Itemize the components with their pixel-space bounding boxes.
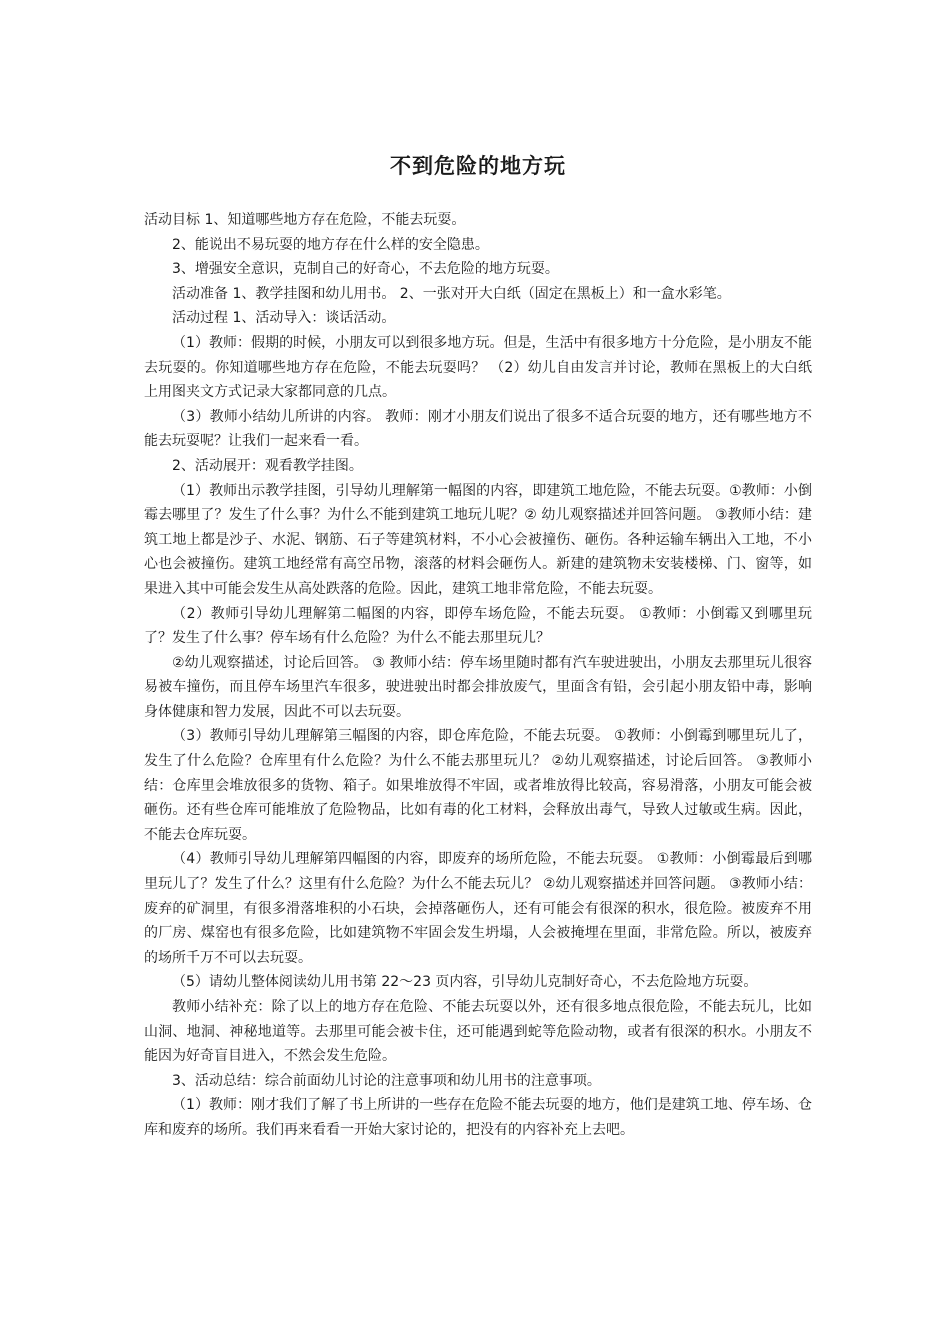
paragraph: （4）教师引导幼儿理解第四幅图的内容，即废弃的场所危险，不能去玩耍。 ①教师：小倒霉最后到哪里玩儿了？发生了什么？这里有什么危险？为什么不能去玩儿？ ②幼儿观察描述并回答问题。 ③教师小结：废弃的矿洞里，有很多滑落堆积的小石块，会掉落砸伤人，还有可能会有很深的积水，很危险。被废弃不用的厂房、煤窑也有很多危险，比如建筑物不牢固会发生坍塌，人会被掩埋在里面，非常危险。所以，被废弃的场所千万不可以去玩耍。 (144, 851, 812, 966)
paragraph: （5）请幼儿整体阅读幼儿用书第 22～23 页内容，引导幼儿克制好奇心，不去危险地方玩耍。 (172, 974, 758, 991)
paragraph: （3）教师小结幼儿所讲的内容。 教师：刚才小朋友们说出了很多不适合玩耍的地方，还有哪些地方不能去玩耍呢？让我们一起来看一看。 (144, 408, 812, 450)
paragraph: 活动过程 1、活动导入：谈话活动。 (172, 310, 396, 327)
document-body (144, 208, 812, 1143)
paragraph: 3、活动总结：综合前面幼儿讨论的注意事项和幼儿用书的注意事项。 (172, 1072, 601, 1089)
paragraph: （1）教师：刚才我们了解了书上所讲的一些存在危险不能去玩耍的地方，他们是建筑工地、停车场、仓库和废弃的场所。我们再来看看一开始大家讨论的，把没有的内容补充上去吧。 (144, 1097, 812, 1138)
paragraph: 2、能说出不易玩耍的地方存在什么样的安全隐患。 (172, 236, 489, 253)
paragraph: 教师小结补充：除了以上的地方存在危险、不能去玩耍以外，还有很多地点很危险，不能去玩儿，比如山洞、地洞、神秘地道等。去那里可能会被卡住，还可能遇到蛇等危险动物，或者有很深的积水。小朋友不能因为好奇盲目进入，不然会发生危险。 (144, 999, 812, 1065)
paragraph: 2、活动展开：观看教学挂图。 (172, 457, 363, 474)
paragraph: （1）教师出示教学挂图，引导幼儿理解第一幅图的内容，即建筑工地危险，不能去玩耍。①教师：小倒霉去哪里了？发生了什么事？为什么不能到建筑工地玩儿呢？② 幼儿观察描述并回答问题。 ③教师小结：建筑工地上都是沙子、水泥、钢筋、石子等建筑材料，不小心会被撞伤、砸伤。各种运输车辆出入工地，不小心也会被撞伤。建筑工地经常有高空吊物，滚落的材料会砸伤人。新建的建筑物未安装楼梯、门、窗等，如果进入其中可能会发生从高处跌落的危险。因此，建筑工地非常危险，不能去玩耍。 (144, 482, 812, 597)
paragraph: 活动目标 1、知道哪些地方存在危险，不能去玩耍。 (144, 212, 466, 228)
paragraph: （1）教师：假期的时候，小朋友可以到很多地方玩。但是，生活中有很多地方十分危险，是小朋友不能去玩耍的。你知道哪些地方存在危险，不能去玩耍吗？ （2）幼儿自由发言并讨论，教师在黑板上的大白纸上用图夹文方式记录大家都同意的几点。 (144, 334, 812, 401)
paragraph: （2）教师引导幼儿理解第二幅图的内容，即停车场危险，不能去玩耍。 ①教师：小倒霉又到哪里玩了？发生了什么事？停车场有什么危险？为什么不能去那里玩儿？ (144, 605, 812, 647)
document-page (144, 150, 812, 1143)
paragraph: 3、增强安全意识，克制自己的好奇心，不去危险的地方玩耍。 (172, 261, 559, 278)
paragraph: （3）教师引导幼儿理解第三幅图的内容，即仓库危险，不能去玩耍。 ①教师：小倒霉到哪里玩儿了，发生了什么危险？仓库里有什么危险？为什么不能去那里玩儿？ ②幼儿观察描述，讨论后回答。 ③教师小结：仓库里会堆放很多的货物、箱子。如果堆放得不牢固，或者堆放得比较高，容易滑落，小朋友可能会被砸伤。还有些仓库可能堆放了危险物品，比如有毒的化工材料，会释放出毒气，导致人过敏或生病。因此，不能去仓库玩耍。 (144, 728, 812, 843)
paragraph: 活动准备 1、教学挂图和幼儿用书。 2、一张对开大白纸（固定在黑板上）和一盒水彩笔。 (172, 285, 731, 302)
document-title: 不到危险的地方玩 (390, 154, 566, 178)
paragraph: ②幼儿观察描述，讨论后回答。 ③ 教师小结：停车场里随时都有汽车驶进驶出，小朋友去那里玩儿很容易被车撞伤，而且停车场里汽车很多，驶进驶出时都会排放废气，里面含有铅，会引起小朋友铅中毒，影响身体健康和智力发展，因此不可以去玩耍。 (144, 654, 812, 720)
